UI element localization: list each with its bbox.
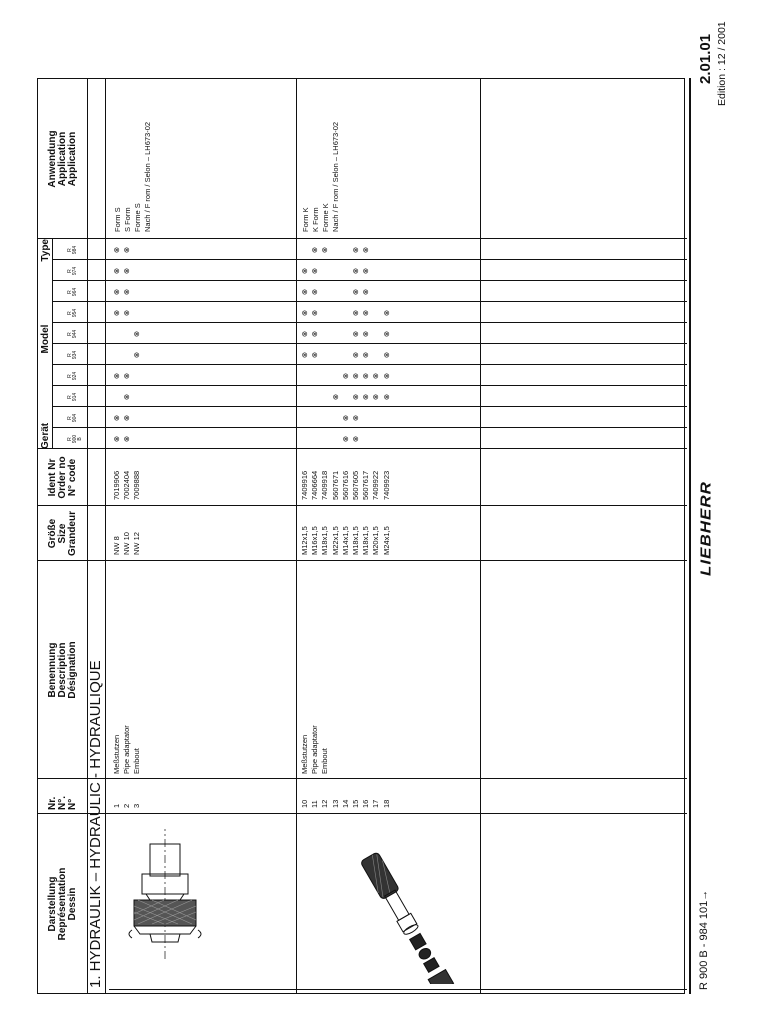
model-code-part: 954 <box>72 308 78 318</box>
model-code-6 <box>68 304 78 322</box>
row-mark: ⊗ <box>381 393 391 401</box>
model-code-part: R <box>67 311 73 315</box>
row-mark: ⊗ <box>122 414 132 422</box>
row-mark: ⊗ <box>122 246 132 254</box>
row-mark: ⊗ <box>132 330 142 338</box>
row-mark: ⊗ <box>310 309 320 317</box>
model-column-line <box>52 364 687 365</box>
row-mark: ⊗ <box>351 372 360 380</box>
pipe-adaptor-drawing-s <box>120 824 220 964</box>
row-mark: ⊗ <box>351 267 360 275</box>
row-mark: ⊗ <box>112 309 121 317</box>
row-size: M16x1,5 <box>310 526 320 555</box>
application-note-2: Nach / F rom / Selon – LH673-02 <box>331 121 340 232</box>
row-nr: 14 <box>340 799 350 808</box>
row-mark: ⊗ <box>381 309 391 317</box>
row-ident: 5607617 <box>361 470 371 500</box>
row-nr: 15 <box>351 799 360 808</box>
model-code-2 <box>68 388 78 406</box>
row-mark: ⊗ <box>112 372 121 380</box>
row-size: NW 8 <box>112 536 121 555</box>
row-mark: ⊗ <box>122 372 132 380</box>
row-ident: 7002404 <box>122 470 132 500</box>
row-mark: ⊗ <box>112 267 121 275</box>
row-mark: ⊗ <box>300 267 309 275</box>
application-note-1: Nach / F rom / Selon – LH673-02 <box>143 121 152 232</box>
row-size: M18x1,5 <box>320 526 330 555</box>
page-number: 2.01.01 <box>697 33 714 84</box>
model-column-line <box>52 322 687 323</box>
row-mark: ⊗ <box>300 330 309 338</box>
pipe-adaptor-drawing-k <box>310 824 480 984</box>
row-size: M18x1,5 <box>351 526 360 555</box>
row-mark: ⊗ <box>300 288 309 296</box>
header-type: Type <box>40 239 51 262</box>
row-size: NW 10 <box>122 532 132 555</box>
row-mark: ⊗ <box>351 330 360 338</box>
row-name: Embout <box>320 748 330 774</box>
model-code-part: 944 <box>72 329 78 339</box>
row-size: M14x1,5 <box>340 526 350 555</box>
row-size: M18x1,5 <box>361 526 371 555</box>
row-mark: ⊗ <box>122 267 132 275</box>
header-geraet: Gerät <box>40 422 51 449</box>
row-ident: 5607605 <box>351 470 360 500</box>
header-nr: Nr. N°. N° <box>47 796 78 810</box>
model-code-part: 964 <box>72 287 78 297</box>
model-code-part: R <box>67 269 73 273</box>
model-code-8 <box>68 262 78 280</box>
row-mark: ⊗ <box>381 330 391 338</box>
row-mark: ⊗ <box>361 372 371 380</box>
model-code-part: 914 <box>72 392 78 402</box>
model-code-part: 934 <box>72 350 78 360</box>
edition-label: Edition : 12 / 2001 <box>716 21 728 106</box>
row-mark: ⊗ <box>361 309 371 317</box>
row-mark: ⊗ <box>122 309 132 317</box>
row-mark: ⊗ <box>122 288 132 296</box>
model-code-part: 974 <box>72 266 78 276</box>
row-mark: ⊗ <box>340 372 350 380</box>
row-mark: ⊗ <box>320 246 330 254</box>
row-mark: ⊗ <box>310 288 320 296</box>
row-ident: 7019906 <box>112 470 121 500</box>
row-application: Forme K <box>320 203 330 232</box>
row-mark: ⊗ <box>330 393 340 401</box>
header-benennung: Benennung Description Désignation <box>47 641 78 699</box>
row-mark: ⊗ <box>122 393 132 401</box>
row-name: Meßstutzen <box>112 734 121 774</box>
row-mark: ⊗ <box>361 288 371 296</box>
row-nr: 10 <box>300 799 309 808</box>
model-code-5 <box>68 325 78 343</box>
row-mark: ⊗ <box>361 393 371 401</box>
model-code-part: R <box>67 248 73 252</box>
model-code-part: R <box>67 353 73 357</box>
row-mark: ⊗ <box>351 288 360 296</box>
row-mark: ⊗ <box>351 393 360 401</box>
model-code-part: 904 <box>72 413 78 423</box>
row-nr: 17 <box>371 799 381 808</box>
model-column-line <box>52 259 687 260</box>
row-nr: 3 <box>132 803 142 808</box>
model-code-part: B <box>77 437 83 441</box>
model-code-0 <box>68 430 83 448</box>
row-mark: ⊗ <box>361 330 371 338</box>
row-name: Pipe adaptator <box>310 725 320 774</box>
header-anwendung: Anwendung Application Application <box>47 130 78 188</box>
row-mark: ⊗ <box>340 435 350 443</box>
row-ident: 7409923 <box>381 470 391 500</box>
row-ident: 7409922 <box>371 470 381 500</box>
row-mark: ⊗ <box>300 309 309 317</box>
row-ident: 7406664 <box>310 470 320 500</box>
model-column-line <box>52 406 687 407</box>
row-size: M20x1,5 <box>371 526 381 555</box>
header-groesse: Größe Size Grandeur <box>47 511 78 557</box>
row-nr: 16 <box>361 799 371 808</box>
row-mark: ⊗ <box>122 435 132 443</box>
model-code-part: R <box>67 437 73 441</box>
model-code-part: R <box>67 416 73 420</box>
row-size: M24x1,5 <box>381 526 391 555</box>
row-name: Meßstutzen <box>300 734 309 774</box>
row-mark: ⊗ <box>351 309 360 317</box>
model-column-line <box>52 301 687 302</box>
model-code-4 <box>68 346 78 364</box>
model-column-line <box>52 343 687 344</box>
model-code-3 <box>68 367 78 385</box>
model-code-7 <box>68 283 78 301</box>
model-code-9 <box>68 241 78 259</box>
row-size: NW 12 <box>132 532 142 555</box>
model-code-part: R <box>67 290 73 294</box>
row-application: S Form <box>122 207 132 232</box>
row-nr: 13 <box>330 799 340 808</box>
row-ident: 7409916 <box>300 470 309 500</box>
row-mark: ⊗ <box>310 267 320 275</box>
header-darstellung: Darstellung Représentation Dessin <box>47 867 78 941</box>
row-ident: 5607616 <box>340 470 350 500</box>
row-application: Form K <box>300 207 310 232</box>
row-application: Form S <box>112 207 122 232</box>
header-model: Model <box>40 324 51 354</box>
row-application: K Form <box>310 207 320 232</box>
row-mark: ⊗ <box>340 414 350 422</box>
row-mark: ⊗ <box>381 372 391 380</box>
row-mark: ⊗ <box>351 246 360 254</box>
header-ident: Ident Nr Order no N° code <box>47 456 78 499</box>
row-nr: 18 <box>381 799 391 808</box>
row-mark: ⊗ <box>310 246 320 254</box>
model-code-part: 984 <box>72 245 78 255</box>
row-mark: ⊗ <box>361 267 371 275</box>
row-mark: ⊗ <box>371 393 381 401</box>
row-ident: 7009888 <box>132 470 142 500</box>
row-size: M22x1,5 <box>330 526 340 555</box>
model-code-part: R <box>67 374 73 378</box>
model-column-line <box>52 427 687 428</box>
row-nr: 1 <box>112 803 121 808</box>
row-application: Forme S <box>132 203 142 232</box>
row-name: Pipe adaptator <box>122 725 132 774</box>
row-mark: ⊗ <box>300 351 309 359</box>
row-size: M12x1,5 <box>300 526 309 555</box>
row-nr: 11 <box>310 800 320 808</box>
row-mark: ⊗ <box>361 246 371 254</box>
row-mark: ⊗ <box>351 435 360 443</box>
model-code-part: 924 <box>72 371 78 381</box>
row-mark: ⊗ <box>371 372 381 380</box>
row-name: Embout <box>132 748 142 774</box>
row-mark: ⊗ <box>351 414 360 422</box>
model-column-line <box>52 385 687 386</box>
model-code-part: 900 <box>72 434 78 444</box>
footer-reference: R 900 B - 984 101→ <box>698 889 710 990</box>
row-ident: 5607671 <box>330 470 340 500</box>
model-column-line <box>52 280 687 281</box>
row-mark: ⊗ <box>351 351 360 359</box>
row-mark: ⊗ <box>112 246 121 254</box>
row-mark: ⊗ <box>112 288 121 296</box>
row-ident: 7409918 <box>320 470 330 500</box>
row-mark: ⊗ <box>381 351 391 359</box>
row-mark: ⊗ <box>310 351 320 359</box>
row-nr: 2 <box>122 803 132 808</box>
row-mark: ⊗ <box>112 414 121 422</box>
model-code-part: R <box>67 332 73 336</box>
row-mark: ⊗ <box>112 435 121 443</box>
model-code-1 <box>68 409 78 427</box>
row-mark: ⊗ <box>132 351 142 359</box>
row-mark: ⊗ <box>310 330 320 338</box>
section-title: 1. HYDRAULIK – HYDRAULIC - HYDRAULIQUE <box>87 660 104 988</box>
model-code-part: R <box>67 395 73 399</box>
liebherr-logo: LIEBHERR <box>697 481 714 576</box>
row-nr: 12 <box>320 799 330 808</box>
row-mark: ⊗ <box>361 351 371 359</box>
